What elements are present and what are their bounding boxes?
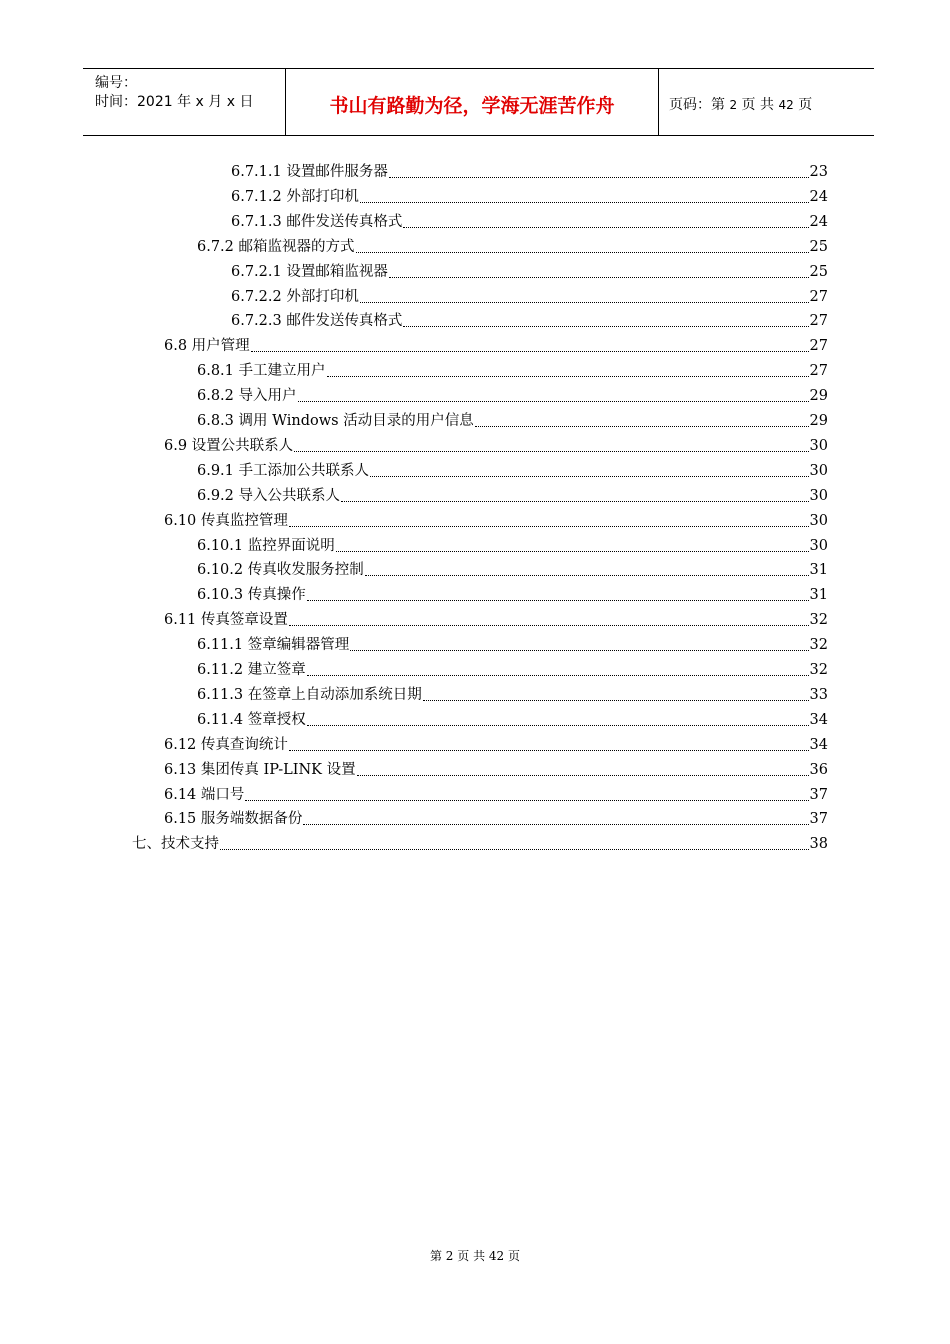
toc-entry[interactable] bbox=[197, 583, 828, 605]
toc-entry[interactable] bbox=[197, 534, 828, 556]
toc-entry-label: 6.11.4 签章授权 bbox=[197, 711, 306, 728]
toc-entry[interactable] bbox=[197, 658, 828, 680]
toc-entry-label: 6.11.3 在签章上自动添加系统日期 bbox=[197, 686, 422, 703]
toc-entry-label: 七、技术支持 bbox=[132, 836, 219, 853]
toc-entry-label: 6.14 端口号 bbox=[164, 786, 245, 803]
toc-leader-dots bbox=[389, 176, 809, 178]
toc-entry[interactable] bbox=[164, 434, 828, 456]
footer-suffix: 页 bbox=[508, 1249, 521, 1263]
toc-entry[interactable] bbox=[164, 758, 828, 780]
toc-entry-page: 25 bbox=[809, 263, 828, 280]
footer-mid: 页 共 bbox=[457, 1249, 486, 1263]
toc-entry-label: 6.8.2 导入用户 bbox=[197, 388, 297, 405]
toc-entry-label: 6.7.1.3 邮件发送传真格式 bbox=[231, 213, 403, 230]
toc-leader-dots bbox=[360, 201, 809, 203]
toc-entry-label: 6.7.1.1 设置邮件服务器 bbox=[231, 164, 388, 180]
toc-entry-page: 30 bbox=[809, 487, 828, 504]
header-page-suffix: 页 bbox=[798, 97, 813, 113]
toc-entry[interactable] bbox=[197, 359, 828, 381]
toc-entry-page: 36 bbox=[809, 761, 828, 778]
toc-leader-dots bbox=[289, 624, 809, 626]
toc-entry-label: 6.7.2.2 外部打印机 bbox=[231, 288, 359, 305]
toc-leader-dots bbox=[403, 226, 808, 228]
toc-entry-label: 6.12 传真查询统计 bbox=[164, 736, 288, 753]
toc-leader-dots bbox=[307, 724, 809, 726]
toc-leader-dots bbox=[327, 375, 809, 377]
toc-entry-page: 34 bbox=[809, 711, 828, 728]
toc-entry-label: 6.11.2 建立签章 bbox=[197, 662, 306, 678]
toc-entry-label: 6.11.1 签章编辑器管理 bbox=[197, 637, 350, 654]
toc-entry-label: 6.7.2 邮箱监视器的方式 bbox=[197, 238, 355, 255]
toc-entry-label: 6.10 传真监控管理 bbox=[164, 512, 288, 529]
toc-entry[interactable] bbox=[164, 608, 828, 630]
toc-leader-dots bbox=[370, 475, 809, 477]
toc-entry-page: 29 bbox=[809, 413, 828, 429]
toc-entry[interactable] bbox=[197, 409, 828, 431]
toc-leader-dots bbox=[303, 823, 808, 825]
header-motto: 书山有路勤为径，学海无涯苦作舟 bbox=[329, 95, 615, 117]
toc-entry-page: 30 bbox=[809, 462, 828, 479]
toc-entry-page: 32 bbox=[809, 612, 828, 629]
toc-entry-label: 6.8 用户管理 bbox=[164, 338, 250, 355]
toc-entry[interactable] bbox=[231, 309, 828, 331]
toc-entry[interactable] bbox=[197, 683, 828, 705]
toc-entry-page: 31 bbox=[809, 562, 828, 579]
toc-entry[interactable] bbox=[197, 235, 828, 257]
toc-entry-page: 27 bbox=[809, 338, 828, 355]
header-page-current: 2 bbox=[729, 98, 738, 112]
toc-entry-label: 6.9 设置公共联系人 bbox=[164, 437, 294, 454]
toc-entry[interactable] bbox=[164, 733, 828, 755]
toc-entry[interactable] bbox=[197, 708, 828, 730]
toc-entry-label: 6.10.3 传真操作 bbox=[197, 587, 306, 604]
toc-entry-page: 32 bbox=[809, 637, 828, 654]
toc-entry-page: 33 bbox=[809, 686, 828, 703]
toc-leader-dots bbox=[403, 325, 808, 327]
toc-entry[interactable] bbox=[231, 210, 828, 232]
toc-entry[interactable] bbox=[231, 185, 828, 207]
toc-entry-label: 6.7.2.1 设置邮箱监视器 bbox=[231, 263, 388, 280]
header-middle-cell bbox=[286, 69, 659, 135]
footer-page-current: 2 bbox=[445, 1249, 454, 1263]
toc-entry-page: 27 bbox=[809, 313, 828, 330]
toc-entry-page: 23 bbox=[809, 164, 828, 180]
toc-entry-label: 6.10.1 监控界面说明 bbox=[197, 537, 335, 554]
toc-leader-dots bbox=[423, 699, 809, 701]
toc-entry[interactable] bbox=[197, 633, 828, 655]
toc-entry-page: 29 bbox=[809, 388, 828, 405]
toc-entry-page: 31 bbox=[809, 587, 828, 604]
toc-leader-dots bbox=[356, 251, 809, 253]
document-number-label: 编号： bbox=[95, 75, 137, 91]
toc-leader-dots bbox=[307, 674, 809, 676]
toc-entry[interactable] bbox=[164, 783, 828, 805]
toc-entry[interactable] bbox=[164, 334, 828, 356]
header-page-total: 42 bbox=[778, 98, 794, 112]
toc-entry-page: 37 bbox=[809, 811, 828, 828]
toc-entry[interactable] bbox=[197, 459, 828, 481]
toc-entry[interactable] bbox=[197, 384, 828, 406]
toc-entry[interactable] bbox=[197, 484, 828, 506]
toc-entry-page: 32 bbox=[809, 662, 828, 678]
toc-entry-page: 27 bbox=[809, 363, 828, 380]
toc-entry[interactable] bbox=[164, 807, 828, 829]
toc-entry[interactable] bbox=[132, 832, 828, 854]
toc-entry-page: 34 bbox=[809, 736, 828, 753]
toc-leader-dots bbox=[389, 276, 809, 278]
toc-entry[interactable] bbox=[197, 558, 828, 580]
toc-entry-page: 30 bbox=[809, 437, 828, 454]
toc-entry-label: 6.7.1.2 外部打印机 bbox=[231, 188, 359, 205]
toc-entry-label: 6.10.2 传真收发服务控制 bbox=[197, 562, 364, 579]
toc-leader-dots bbox=[357, 774, 809, 776]
toc-leader-dots bbox=[289, 749, 809, 751]
toc-entry-page: 37 bbox=[809, 786, 828, 803]
toc-entry[interactable] bbox=[231, 160, 828, 182]
toc-leader-dots bbox=[294, 450, 808, 452]
toc-entry[interactable] bbox=[231, 285, 828, 307]
toc-entry-page: 25 bbox=[809, 238, 828, 255]
header-left-cell bbox=[83, 69, 286, 135]
toc-entry-label: 6.8.3 调用 Windows 活动目录的用户信息 bbox=[197, 413, 474, 429]
toc-entry-label: 6.11 传真签章设置 bbox=[164, 612, 288, 629]
footer-page-total: 42 bbox=[488, 1249, 505, 1263]
header-right-cell bbox=[659, 69, 874, 135]
toc-leader-dots bbox=[220, 848, 809, 850]
toc-entry-page: 27 bbox=[809, 288, 828, 305]
toc-entry-label: 6.15 服务端数据备份 bbox=[164, 811, 303, 828]
toc-entry-page: 38 bbox=[809, 836, 828, 853]
toc-leader-dots bbox=[298, 400, 809, 402]
toc-leader-dots bbox=[289, 525, 809, 527]
toc-entry[interactable] bbox=[164, 509, 828, 531]
toc-entry[interactable] bbox=[231, 260, 828, 282]
toc-entry-page: 30 bbox=[809, 512, 828, 529]
document-time-label: 时间：2021 年 x 月 x 日 bbox=[95, 94, 254, 110]
header-page-prefix: 页码：第 bbox=[669, 97, 725, 113]
toc-entry-page: 30 bbox=[809, 537, 828, 554]
toc-entry-label: 6.9.1 手工添加公共联系人 bbox=[197, 462, 370, 479]
toc-entry-label: 6.7.2.3 邮件发送传真格式 bbox=[231, 313, 403, 330]
toc-leader-dots bbox=[341, 500, 809, 502]
toc-entry-label: 6.8.1 手工建立用户 bbox=[197, 363, 326, 380]
toc-leader-dots bbox=[245, 799, 808, 801]
toc-entry-page: 24 bbox=[809, 213, 828, 230]
toc-leader-dots bbox=[360, 301, 809, 303]
toc-leader-dots bbox=[350, 649, 808, 651]
toc-entry-label: 6.13 集团传真 IP-LINK 设置 bbox=[164, 761, 356, 778]
toc-leader-dots bbox=[475, 425, 809, 427]
toc-entry-page: 24 bbox=[809, 188, 828, 205]
toc-leader-dots bbox=[251, 350, 809, 352]
page-header bbox=[83, 68, 874, 136]
toc-leader-dots bbox=[307, 599, 809, 601]
toc-leader-dots bbox=[336, 550, 809, 552]
toc-entry-label: 6.9.2 导入公共联系人 bbox=[197, 487, 341, 504]
page-footer bbox=[0, 1247, 950, 1264]
toc-leader-dots bbox=[365, 574, 809, 576]
footer-prefix: 第 bbox=[429, 1249, 442, 1263]
header-page-indicator bbox=[669, 94, 812, 114]
header-page-mid: 页 共 bbox=[741, 97, 774, 113]
